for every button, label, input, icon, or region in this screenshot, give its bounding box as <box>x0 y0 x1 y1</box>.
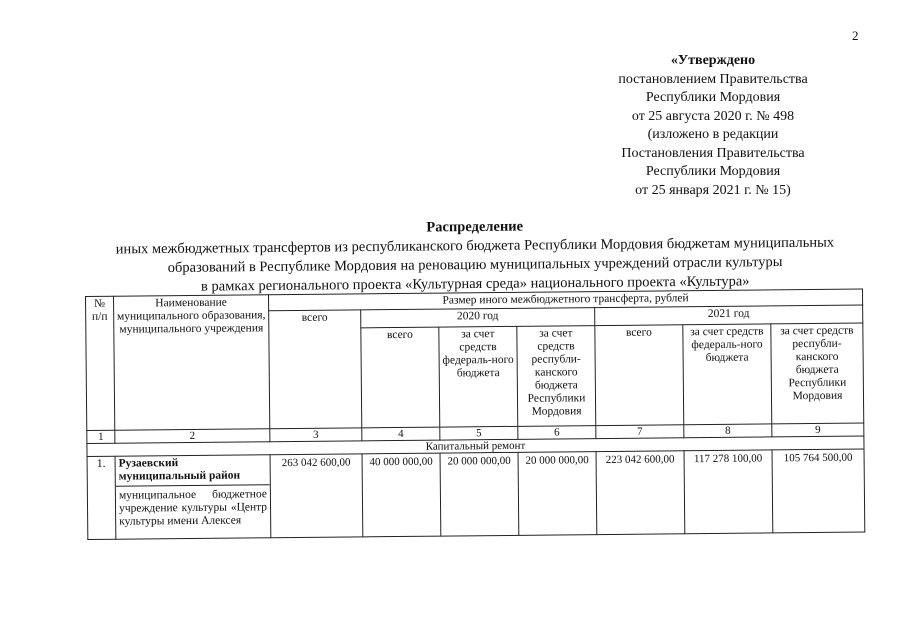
approval-line: постановлением Правительства <box>618 71 808 87</box>
heading-line: иных межбюджетных трансфертов из республиканского бюджета Республики Мордовия бюджетам муниципальных <box>115 234 835 258</box>
approval-line: Постановления Правительства <box>621 145 805 161</box>
distribution-table <box>85 289 865 540</box>
heading-line: в рамках регионального проекта «Культурная среда» национального проекта «Культура» <box>200 273 750 295</box>
approval-stamp <box>600 52 826 200</box>
column-index: 5 <box>440 426 518 440</box>
approval-line: от 25 августа 2020 г. № 498 <box>631 108 795 124</box>
approval-line: Республики Мордовия <box>645 90 781 105</box>
header-2021-total: всего <box>595 325 684 426</box>
row-number: 1. <box>87 456 116 539</box>
cell-2020-federal: 20 000 000,00 <box>440 452 519 536</box>
document-title: Распределение <box>426 218 524 236</box>
header-2020-federal: за счет средств федераль-ного бюджета <box>439 326 518 427</box>
approval-line: (изложено в редакции <box>647 127 779 142</box>
cell-2021-republic: 105 764 500,00 <box>772 449 865 533</box>
column-index: 4 <box>362 427 440 441</box>
header-total: всего <box>269 310 362 429</box>
column-index: 9 <box>772 423 864 437</box>
cell-2021-federal: 117 278 100,00 <box>684 450 773 534</box>
municipality-cell <box>115 455 271 539</box>
header-name: Наименование муниципального образования, муниципального учреждения <box>114 295 270 430</box>
region-name: Рузаевский муниципальный район <box>116 455 270 486</box>
approval-line: «Утверждено <box>670 53 756 68</box>
heading-line: образований в Республике Мордовия на реновацию муниципальных учреждений отрасли культуры <box>167 254 783 276</box>
cell-total: 263 042 600,00 <box>270 454 363 538</box>
cell-2020-republic: 20 000 000,00 <box>518 452 597 536</box>
table-row <box>87 449 865 539</box>
column-index: 2 <box>115 429 270 443</box>
header-year-2021: 2021 год <box>595 305 863 326</box>
column-index: 8 <box>684 424 772 438</box>
header-year-2020: 2020 год <box>361 308 595 328</box>
column-index: 7 <box>596 425 684 439</box>
document-heading <box>80 214 871 298</box>
approval-line: Республики Мордовия <box>645 164 781 179</box>
cell-2020-total: 40 000 000,00 <box>362 453 441 537</box>
column-index: 6 <box>518 426 596 440</box>
page-number: 2 <box>852 28 859 43</box>
column-index: 1 <box>87 430 115 443</box>
column-index: 3 <box>270 428 362 442</box>
header-num: № п/п <box>86 296 115 430</box>
header-2020-republic: за счет средств республи-канского бюджета Республики Мордовия <box>517 326 596 427</box>
header-2021-federal: за счет средств федераль-ного бюджета <box>683 324 772 425</box>
section-title: Капитальный ремонт <box>87 436 864 456</box>
header-2021-republic: за счет средств республи-канского бюджета Республики Мордовия <box>771 323 864 424</box>
header-size: Размер иного межбюджетного трансферта, рублей <box>268 289 862 311</box>
institution-name: муниципальное бюджетное учреждение культуры «Центр культуры имени Алексея <box>118 488 268 528</box>
cell-2021-total: 223 042 600,00 <box>596 451 685 535</box>
header-2020-total: всего <box>361 327 440 428</box>
approval-line: от 25 января 2021 г. № 15) <box>635 182 791 198</box>
